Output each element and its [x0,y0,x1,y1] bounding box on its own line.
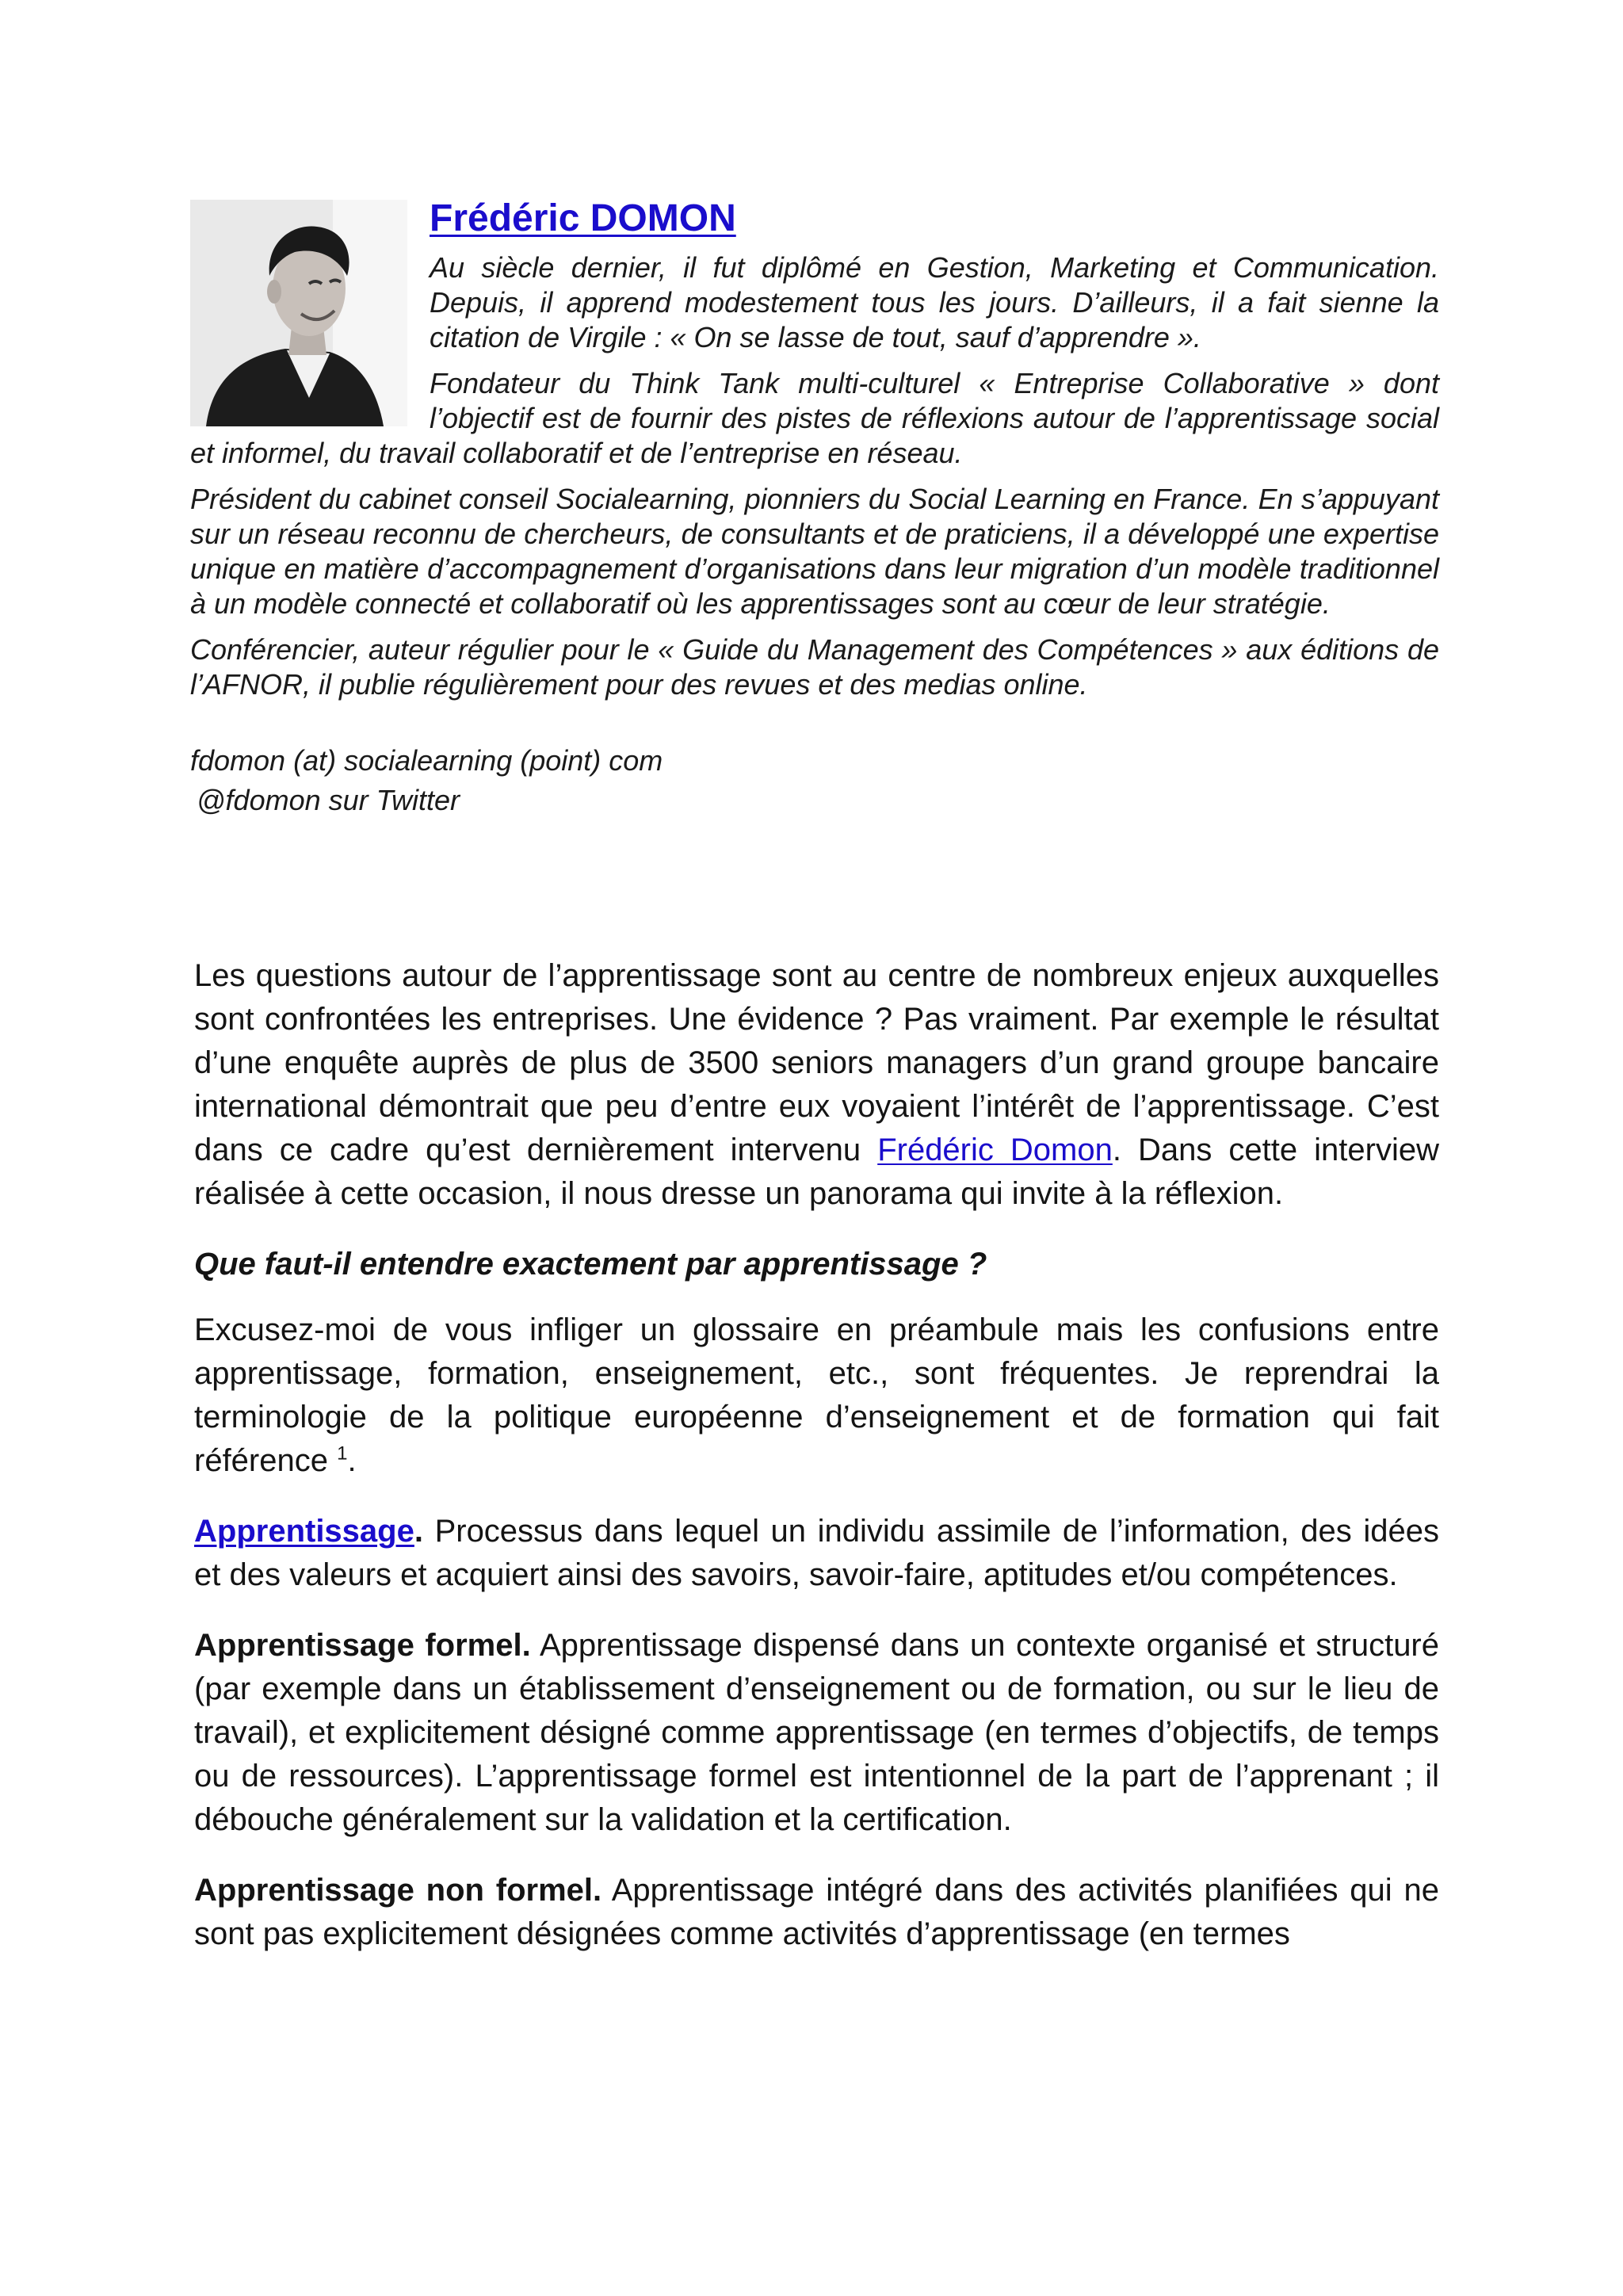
answer-text-end: . [347,1443,357,1478]
portrait-image [190,200,407,426]
intro-text-end: . Dans cette interview réalisée à cette occasion, il nous dresse un panorama qui invite à la réflexion. [194,1133,1439,1211]
bio-twitter: @fdomon sur Twitter [197,784,460,816]
article-body [194,954,1439,1983]
definition-apprentissage [194,1510,1439,1597]
bio-paragraph-president: Président du cabinet conseil Socialearning, pionniers du Social Learning en France. En s’appuyant sur un réseau reconnu de chercheurs, de consultants et de praticiens, il a développé une expertise unique en matière d’accompagnement d’organisations dans leur migration d’un modèle traditionnel à un modèle connecté et collaboratif où les apprentissages sont au cœur de leur stratégie. [190,483,1439,620]
bio-paragraph-education: Au siècle dernier, il fut diplômé en Gestion, Marketing et Communication. Depuis, il apprend modestement tous les jours. D’ailleurs, il a fait sienne la citation de Virgile : « On se lasse de tout, sauf d’apprendre ». [430,251,1439,353]
bio-spacer [190,713,1439,743]
footnote-reference[interactable]: 1 [337,1442,348,1465]
intro-paragraph [194,954,1439,1216]
definition-term: Apprentissage non formel. [194,1873,602,1908]
definition-term-sep: . [414,1514,423,1549]
interview-question: Que faut-il entendre exactement par apprentissage ? [194,1247,987,1282]
definition-term-link[interactable]: Apprentissage [194,1514,414,1549]
definition-text: Processus dans lequel un individu assimile de l’information, des idées et des valeurs et acquiert ainsi des savoirs, savoir-faire, aptitudes et/ou compétences. [194,1514,1439,1592]
definition-text: Apprentissage dispensé dans un contexte organisé et structuré (par exemple dans un établissement d’enseignement ou de formation, ou sur le lieu de travail), et explicitement désigné comme apprentissage (en termes d’objectifs, de temps ou de ressources). L’apprentissage formel est intentionnel de la part de l’apprenant ; il débouche généralement sur la validation et la certification. [194,1628,1440,1837]
definition-term: Apprentissage formel. [194,1628,531,1663]
author-portrait [190,200,407,426]
bio-email: fdomon (at) socialearning (point) com [190,744,663,777]
answer-paragraph [194,1308,1439,1483]
definition-non-formel [194,1869,1439,1956]
intro-text: Les questions autour de l’apprentissage sont au centre de nombreux enjeux auxquelles sont confrontées les entreprises. Une évidence ? Pas vraiment. Par exemple le résultat d’une enquête auprès de plus de 3500 seniors managers d’un grand groupe bancaire international démontrait que peu d’entre eux voyaient l’intérêt de l’apprentissage. C’est dans ce cadre qu’est dernièrement intervenu [194,958,1439,1167]
author-name-link[interactable]: Frédéric DOMON [430,197,736,239]
definition-text: Apprentissage intégré dans des activités planifiées qui ne sont pas explicitement désignées comme activités d’apprentissage (en termes [194,1873,1439,1951]
author-inline-link[interactable]: Frédéric Domon [877,1133,1113,1167]
definition-formel [194,1624,1439,1842]
answer-text: Excusez-moi de vous infliger un glossaire en préambule mais les confusions entre apprentissage, formation, enseignement, etc., sont fréquentes. Je reprendrai la terminologie de la politique européenne d’enseignement et de formation qui fait référence [194,1312,1439,1478]
author-bio [190,197,1439,818]
bio-paragraph-founder: Fondateur du Think Tank multi-culturel « Entreprise Collaborative » dont l’objectif est de fournir des pistes de réflexions autour de l’apprentissage social et informel, du travail collaboratif et de l’entreprise en réseau. [190,367,1439,469]
bio-paragraph-speaker: Conférencier, auteur régulier pour le « Guide du Management des Compétences » aux éditions de l’AFNOR, il publie régulièrement pour des revues et des medias online. [190,633,1439,701]
